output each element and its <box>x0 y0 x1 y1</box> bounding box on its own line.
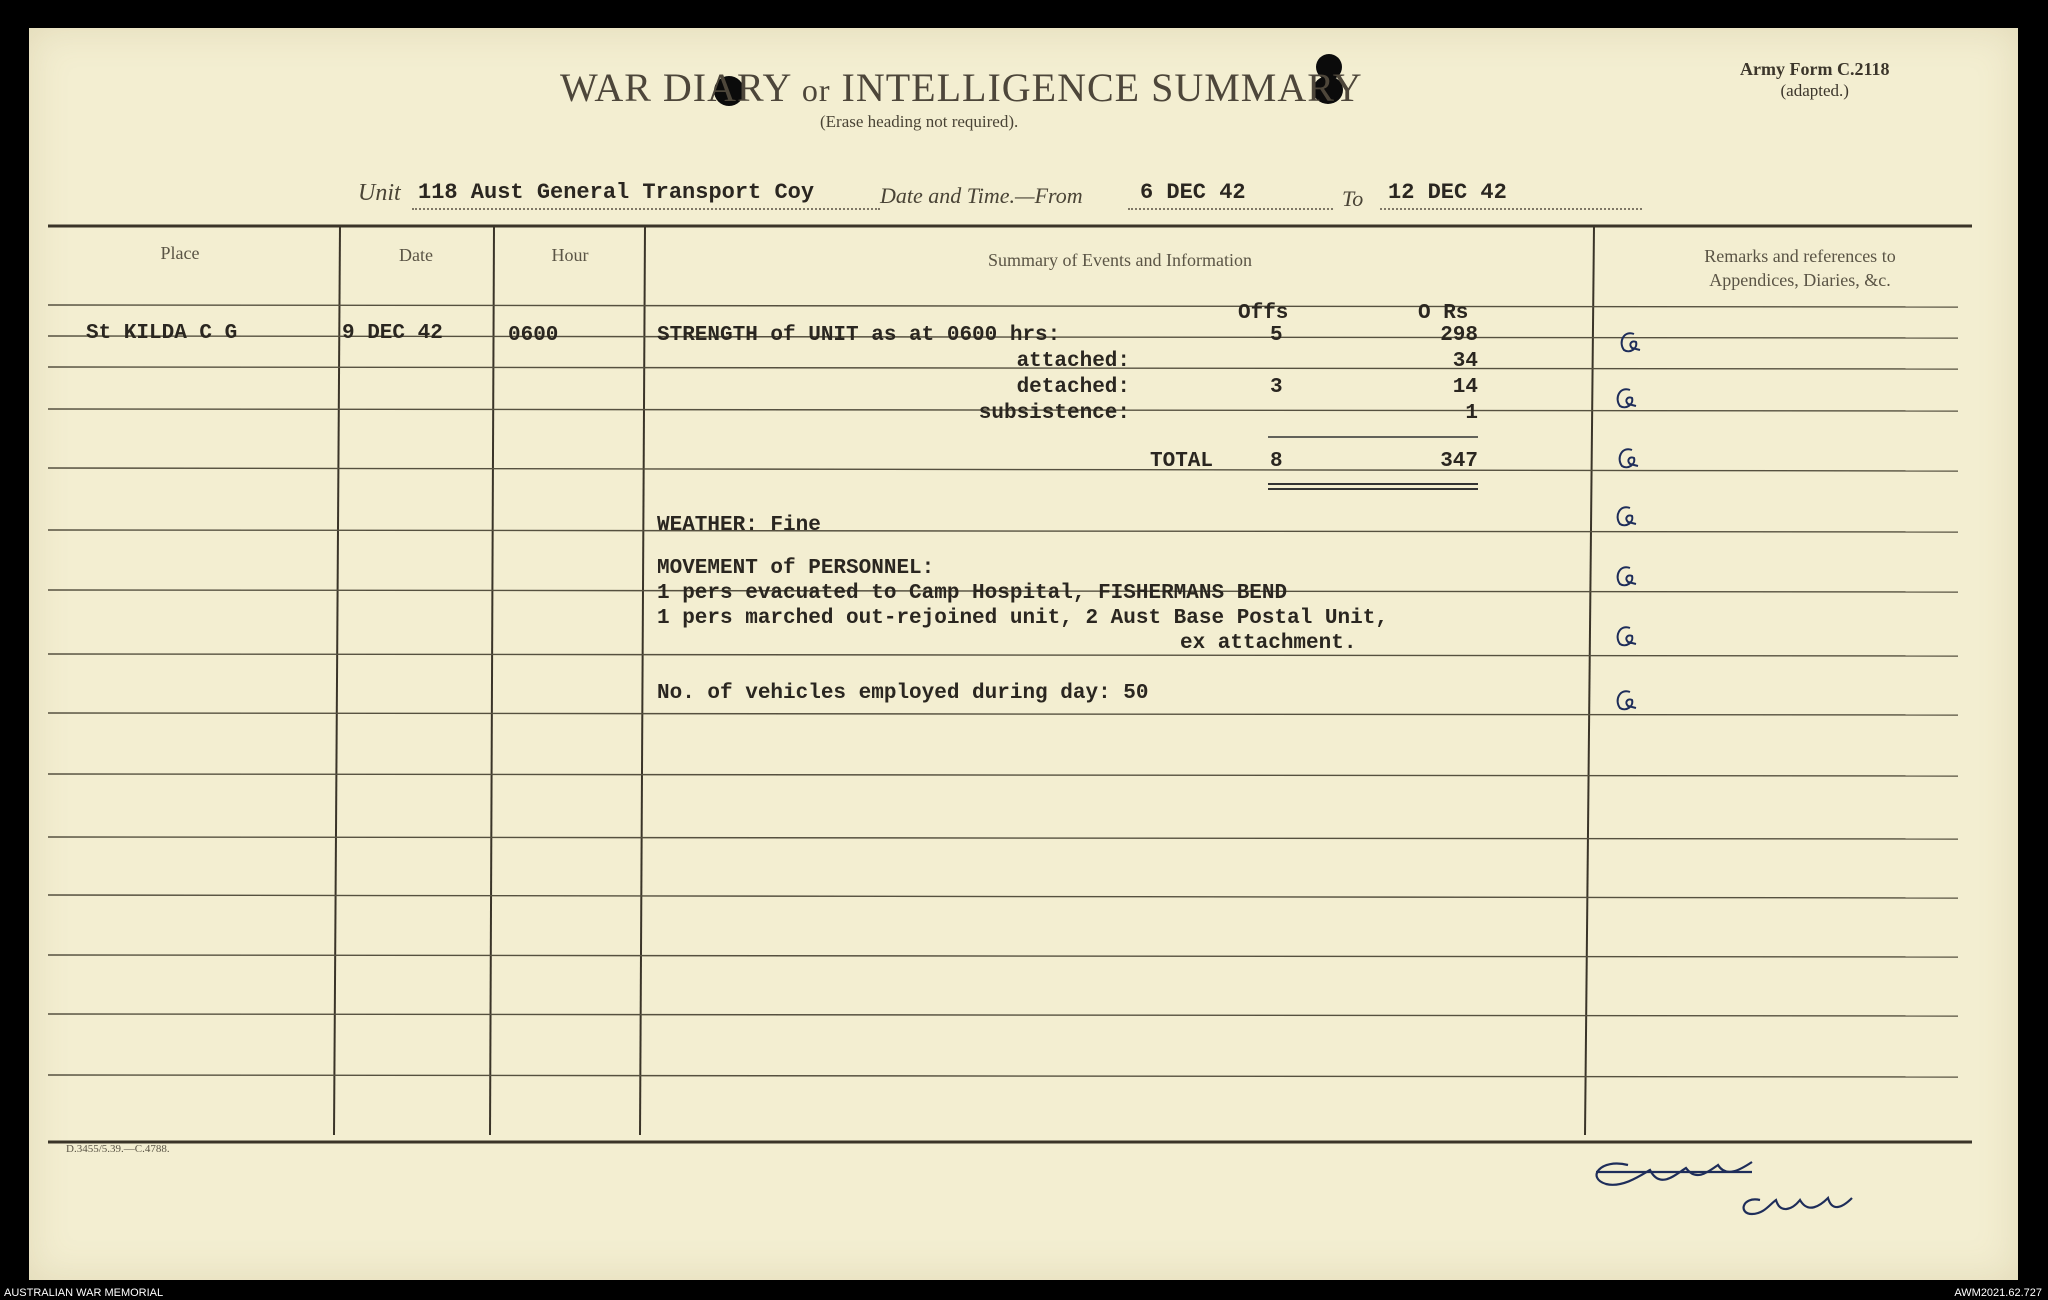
initials-mark <box>1612 384 1638 412</box>
vehicles-line: No. of vehicles employed during day: 50 <box>657 682 1149 705</box>
header-remarks <box>1620 244 1980 292</box>
title-or: or <box>801 72 831 108</box>
header-remarks-line2: Appendices, Diaries, &c. <box>1709 270 1891 290</box>
place-value: St KILDA C G <box>86 322 238 345</box>
footer-accession-number: AWM2021.62.727 <box>1954 1287 2042 1299</box>
unit-value: 118 Aust General Transport Coy <box>418 180 815 205</box>
header-hour: Hour <box>551 245 589 265</box>
unit-label: Unit <box>358 180 401 206</box>
detached-offs: 3 <box>1270 376 1283 399</box>
total-label: TOTAL <box>1150 450 1214 473</box>
initials-mark <box>1612 502 1638 530</box>
to-label: To <box>1342 186 1364 211</box>
movement-line-3: ex attachment. <box>1180 632 1357 655</box>
header-summary: Summary of Events and Information <box>988 250 1252 270</box>
strength-ors: 298 <box>1440 324 1478 347</box>
initials-mark <box>1612 686 1638 714</box>
subsistence-label: subsistence: <box>978 402 1130 425</box>
date-value: 9 DEC 42 <box>342 322 443 345</box>
initials-mark <box>1614 444 1640 472</box>
detached-ors: 14 <box>1452 376 1478 399</box>
col-offs-heading: Offs <box>1238 302 1289 325</box>
header-remarks-line1: Remarks and references to <box>1704 246 1896 266</box>
total-offs: 8 <box>1270 450 1283 473</box>
army-form-sub: (adapted.) <box>1780 81 1849 100</box>
initials-mark <box>1616 328 1642 356</box>
strength-label: STRENGTH of UNIT as at 0600 hrs: <box>657 324 1061 347</box>
title-war-diary: WAR DIARY <box>560 65 791 110</box>
print-code: D.3455/5.39.—C.4788. <box>66 1143 170 1155</box>
header-date: Date <box>399 245 433 265</box>
movement-line-2: 1 pers marched out-rejoined unit, 2 Aust Base Postal Unit, <box>657 607 1388 630</box>
header-place: Place <box>160 243 200 263</box>
initials-mark <box>1612 622 1638 650</box>
movement-line-1: 1 pers evacuated to Camp Hospital, FISHERMANS BEND <box>657 582 1288 605</box>
hour-value: 0600 <box>508 324 559 347</box>
footer-institution: AUSTRALIAN WAR MEMORIAL <box>4 1287 164 1299</box>
attached-label: attached: <box>1016 350 1130 373</box>
signature-strokes <box>1596 1162 1852 1214</box>
title-intelligence-summary: INTELLIGENCE SUMMARY <box>841 65 1363 110</box>
strength-offs: 5 <box>1270 324 1283 347</box>
movement-heading: MOVEMENT of PERSONNEL: <box>657 557 935 580</box>
subsistence-ors: 1 <box>1465 402 1478 425</box>
attached-ors: 34 <box>1452 350 1478 373</box>
army-form-label: Army Form C.2118 <box>1740 59 1890 79</box>
from-date-value: 6 DEC 42 <box>1140 180 1246 205</box>
col-ors-heading: O Rs <box>1418 302 1469 325</box>
detached-label: detached: <box>1016 376 1130 399</box>
weather-line: WEATHER: Fine <box>657 514 821 537</box>
total-ors: 347 <box>1440 450 1478 473</box>
datetime-label: Date and Time.—From <box>880 183 1083 208</box>
initials-mark <box>1612 562 1638 590</box>
form-subtitle: (Erase heading not required). <box>820 112 1019 131</box>
to-date-value: 12 DEC 42 <box>1388 180 1507 205</box>
